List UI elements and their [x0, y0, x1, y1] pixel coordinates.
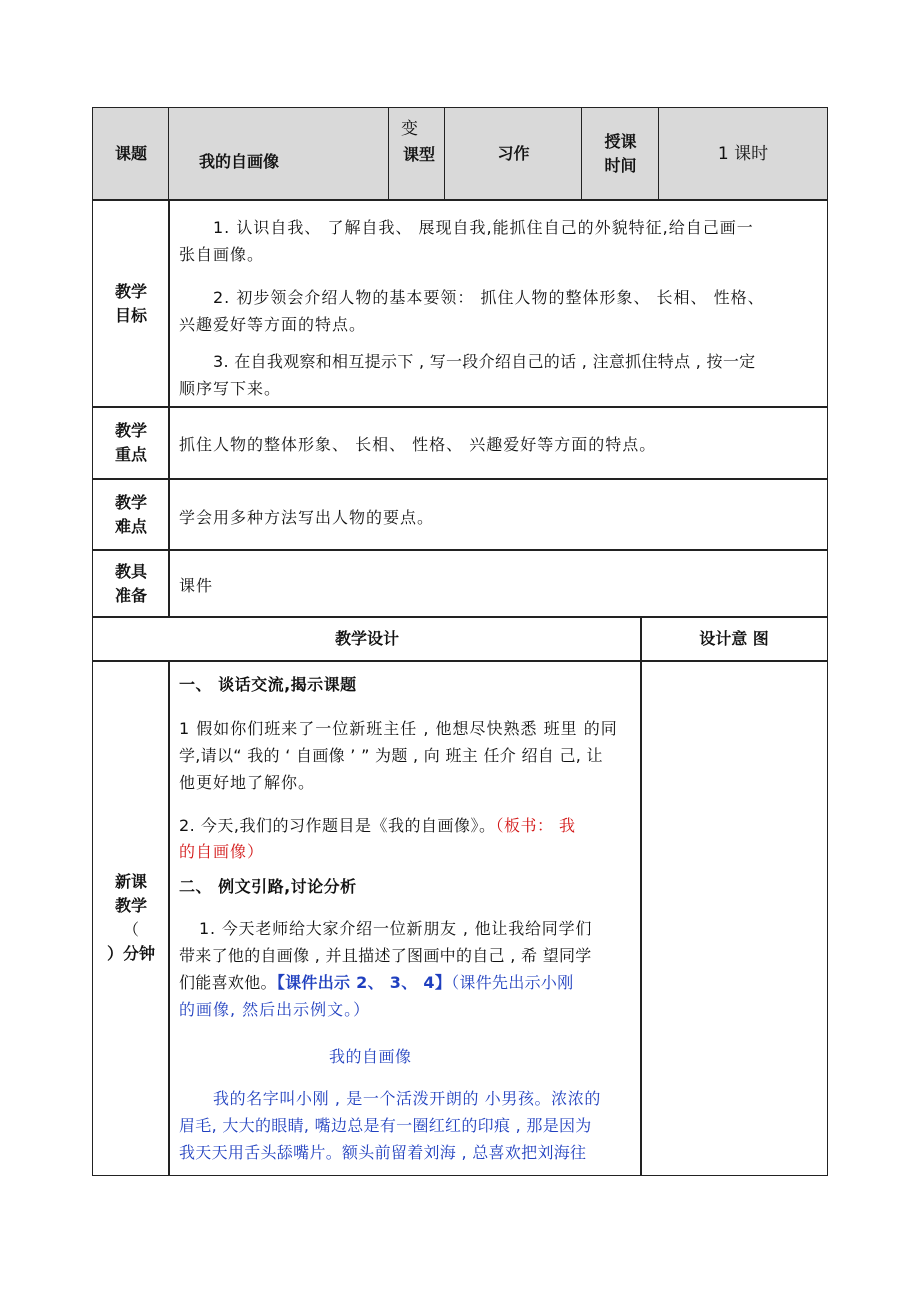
time-label-cell: [581, 107, 660, 201]
slide-cue: 【课件出示 2、 3、 4】: [276, 973, 452, 992]
difficulty-text: 学会用多种方法写出人物的要点。: [179, 508, 435, 527]
topic-value-cell: [168, 107, 390, 201]
slide-note-start: （课件先出示小刚: [451, 973, 574, 992]
goals-label-cell: [92, 199, 170, 408]
tools-content-cell: [168, 549, 828, 618]
goals-label-top: 教学: [114, 281, 147, 301]
tools-label-cell: [92, 549, 170, 618]
topic-label-cell: [92, 107, 170, 201]
type-value: 习作: [497, 144, 530, 163]
goal-1-line-1: 1. 认识自我、 了解自我、 展现自我,能抓住自己的外貌特征,给自己画一: [213, 218, 754, 237]
goal-2-line-1: 2. 初步领会介绍人物的基本要领： 抓住人物的整体形象、 长相、 性格、: [213, 288, 765, 307]
section-2-title: 二、 例文引路,讨论分析: [179, 877, 357, 896]
difficulty-content-cell: [168, 478, 828, 551]
focus-label-cell: [92, 406, 170, 480]
intent-content-cell: [640, 660, 828, 1176]
para-3-line-2: 带来了他的自画像 , 并且描述了图画中的自己 , 希 望同学: [179, 946, 592, 965]
goal-2-line-2: 兴趣爱好等方面的特点。: [179, 315, 367, 334]
para-2-text: 2. 今天,我们的习作题目是《我的自画像》。: [179, 816, 496, 835]
focus-content-cell: [168, 406, 828, 480]
goals-content-cell: [168, 199, 828, 408]
tools-text: 课件: [179, 576, 214, 595]
lesson-label-1: 新课: [114, 872, 147, 891]
para-3-text: 们能喜欢他。: [179, 973, 277, 992]
para-3-line-3: [179, 969, 574, 996]
slide-note-end: 的画像, 然后出示例文。）: [179, 1000, 371, 1019]
difficulty-label-cell: [92, 478, 170, 551]
board-note-start: （板书： 我: [495, 816, 576, 835]
goal-3-line-2: 顺序写下来。: [179, 379, 282, 398]
goal-3-line-1: 3. 在自我观察和相互提示下 , 写一段介绍自己的话 , 注意抓住特点 , 按一定: [213, 352, 756, 371]
goals-label-bottom: 目标: [114, 305, 147, 325]
section-1-title: 一、 谈话交流,揭示课题: [179, 675, 357, 694]
type-label-cell: [388, 107, 446, 201]
essay-line-3: 我天天用舌头舔嘴片。额头前留着刘海 , 总喜欢把刘海往: [179, 1143, 587, 1162]
board-note-end: 的自画像）: [179, 842, 265, 861]
design-header: 教学设计: [334, 629, 399, 648]
type-label-bottom: 课型: [403, 145, 436, 164]
para-1-line-3: 他更好地了解你。: [179, 773, 316, 792]
para-3-line-1: 1. 今天老师给大家介绍一位新朋友 , 他让我给同学们: [199, 919, 593, 938]
time-label-top: 授课: [604, 132, 637, 151]
tools-label-top: 教具: [114, 561, 147, 581]
lesson-label-4: ）分钟: [106, 944, 155, 963]
lesson-content-cell: [168, 660, 642, 1176]
time-value: 1 课时: [717, 144, 769, 164]
design-header-cell: [92, 616, 642, 662]
essay-line-1: 我的名字叫小刚 , 是一个活泼开朗的 小男孩。浓浓的: [213, 1089, 601, 1108]
para-1-line-1: 1 假如你们班来了一位新班主任 , 他想尽快熟悉 班里 的同: [179, 719, 618, 738]
lesson-label-2: 教学: [114, 896, 147, 915]
essay-line-2: 眉毛, 大大的眼睛, 嘴边总是有一圈红红的印痕 , 那是因为: [179, 1116, 592, 1135]
type-label-top: 变: [401, 119, 419, 139]
time-label-bottom: 时间: [604, 156, 637, 175]
time-value-cell: [658, 107, 828, 201]
tools-label-bottom: 准备: [114, 585, 147, 605]
para-1-line-2: 学,请以“ 我的 ‘ 自画像 ’ ” 为题 , 向 班主 任介 绍自 己, 让: [179, 746, 603, 765]
focus-label-top: 教学: [114, 421, 147, 440]
para-2-line-1: [179, 812, 576, 839]
lesson-label-3: （: [122, 920, 139, 939]
focus-text: 抓住人物的整体形象、 长相、 性格、 兴趣爱好等方面的特点。: [179, 435, 657, 454]
essay-title: 我的自画像: [329, 1047, 412, 1066]
intent-header-cell: [640, 616, 828, 662]
lesson-label-cell: [92, 660, 170, 1176]
focus-label-bottom: 重点: [114, 445, 147, 464]
goal-1-line-2: 张自画像。: [179, 245, 265, 264]
difficulty-label-bottom: 难点: [114, 516, 147, 536]
intent-header: 设计意 图: [699, 629, 769, 648]
type-value-cell: [444, 107, 583, 201]
topic-value: 我的自画像: [199, 152, 280, 171]
topic-label: 课题: [114, 144, 147, 163]
difficulty-label-top: 教学: [114, 492, 147, 512]
